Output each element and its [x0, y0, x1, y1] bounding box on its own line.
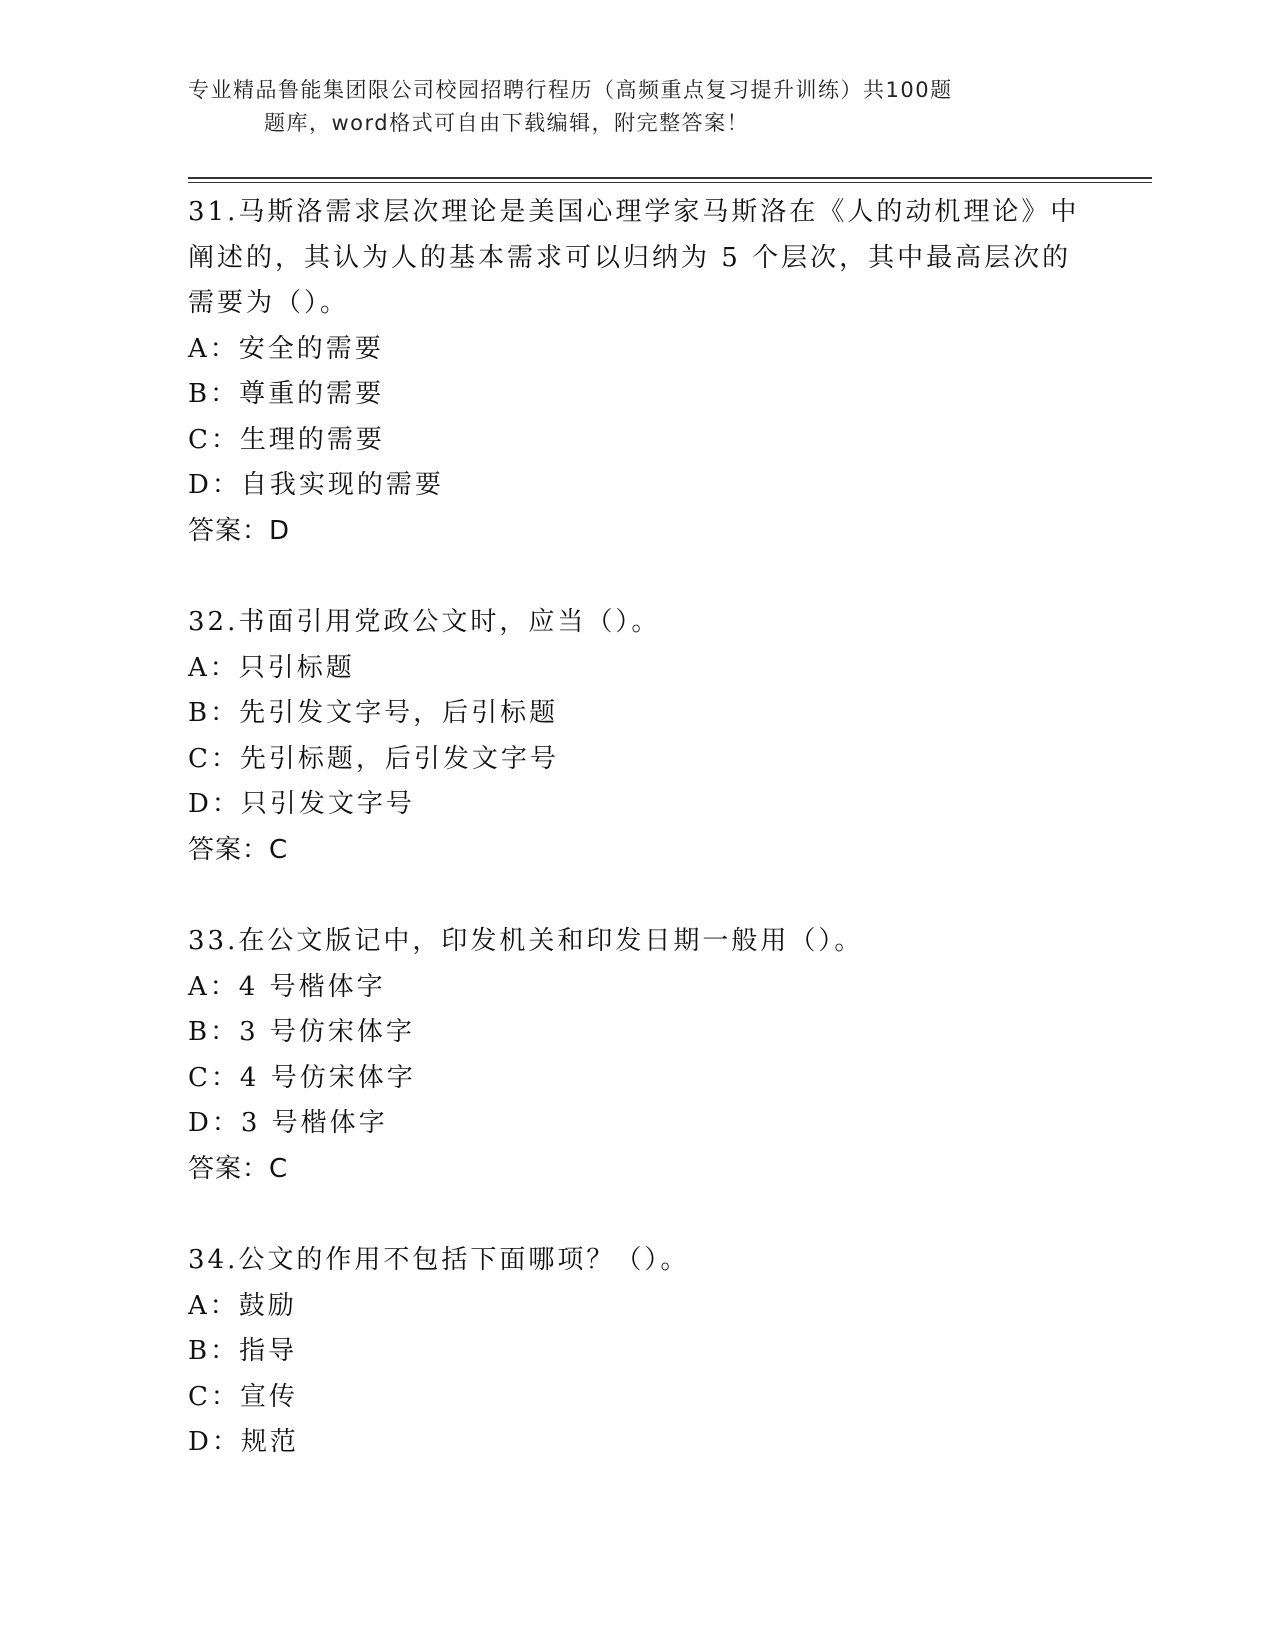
question-34 [188, 1238, 1108, 1466]
header-divider-thin [188, 182, 1152, 183]
answer-line: 答案：D [188, 515, 291, 546]
option-c: C：宣传 [188, 1381, 298, 1412]
option-b: B：尊重的需要 [188, 379, 385, 409]
question-stem-line: 32.书面引用党政公文时，应当（）。 [188, 607, 661, 637]
option-d: D：自我实现的需要 [188, 470, 444, 500]
option-d: D：规范 [188, 1427, 299, 1457]
question-33 [188, 919, 1108, 1192]
question-32 [188, 600, 1108, 873]
question-31 [188, 190, 1108, 554]
answer-line: 答案：C [188, 1153, 289, 1184]
question-gap [188, 554, 1108, 600]
question-stem-line: 33.在公文版记中，印发机关和印发日期一般用（）。 [188, 926, 864, 956]
question-stem-line: 31.马斯洛需求层次理论是美国心理学家马斯洛在《人的动机理论》中 [188, 197, 1080, 227]
option-a: A：安全的需要 [188, 333, 384, 364]
option-d: D：只引发文字号 [188, 789, 415, 819]
option-c: C：4 号仿宋体字 [188, 1062, 416, 1093]
question-stem-line: 34.公文的作用不包括下面哪项？（）。 [188, 1245, 690, 1275]
option-b: B：3 号仿宋体字 [188, 1017, 415, 1047]
option-c: C：生理的需要 [188, 424, 385, 455]
question-list [188, 190, 1108, 1466]
option-b: B：指导 [188, 1336, 298, 1366]
question-stem-line: 阐述的，其认为人的基本需求可以归纳为 5 个层次，其中最高层次的 [188, 242, 1072, 273]
answer-line: 答案：C [188, 834, 289, 865]
document-header [188, 74, 1068, 140]
option-c: C：先引标题，后引发文字号 [188, 743, 559, 774]
question-gap [188, 1192, 1108, 1238]
header-divider-thick [188, 177, 1152, 179]
header-line-2: 题库，word格式可自由下载编辑，附完整答案！ [264, 111, 750, 135]
option-a: A：鼓励 [188, 1290, 297, 1321]
question-stem-line: 需要为（）。 [188, 288, 350, 318]
header-line-1: 专业精品鲁能集团限公司校园招聘行程历（高频重点复习提升训练）共100题 [188, 78, 953, 102]
option-a: A：4 号楷体字 [188, 971, 386, 1002]
option-d: D：3 号楷体字 [188, 1108, 388, 1138]
question-gap [188, 873, 1108, 919]
option-a: A：只引标题 [188, 652, 355, 683]
option-b: B：先引发文字号，后引标题 [188, 698, 559, 728]
